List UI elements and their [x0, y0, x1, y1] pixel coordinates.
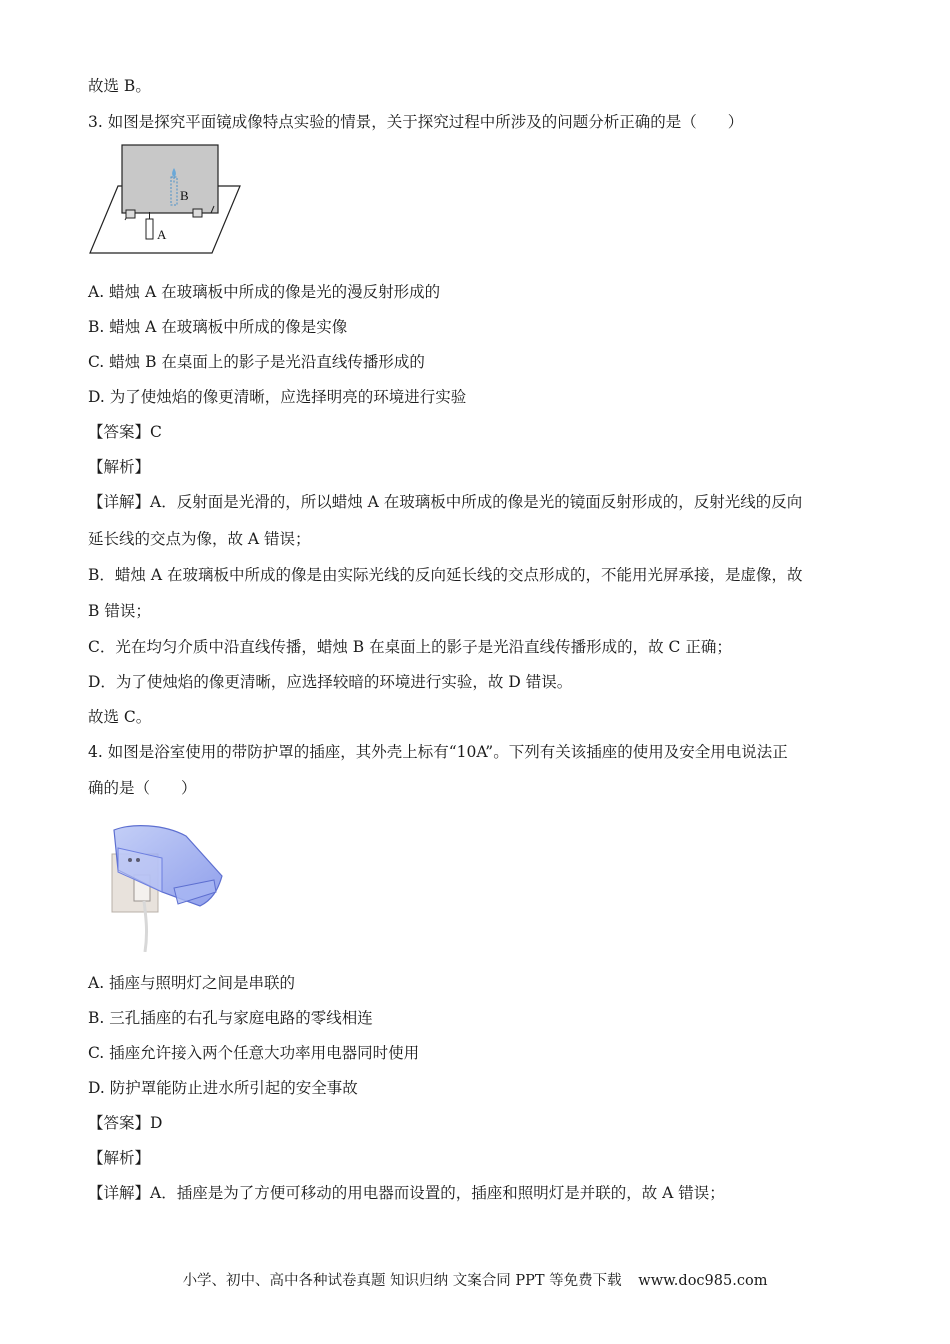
- option-c: C. 插座允许接入两个任意大功率用电器同时使用: [88, 1044, 420, 1062]
- candle-a: [146, 219, 153, 239]
- detail-text: D．为了使烛焰的像更清晰，应选择较暗的环境进行实验，故 D 错误。: [88, 673, 573, 691]
- question-4-stem-cont: 确的是（ ）: [88, 779, 197, 797]
- label-b: B: [180, 188, 189, 203]
- analysis-heading: 【解析】: [88, 1149, 151, 1167]
- option-b: B. 蜡烛 A 在玻璃板中所成的像是实像: [88, 318, 348, 336]
- glass-stand-left: [126, 210, 135, 218]
- glass-plate: [122, 145, 218, 213]
- socket-hole: [136, 858, 140, 862]
- socket-hole: [128, 858, 132, 862]
- detail-text: C．光在均匀介质中沿直线传播，蜡烛 B 在桌面上的影子是光沿直线传播形成的，故 C 正确；: [88, 638, 732, 656]
- option-b: B. 三孔插座的右孔与家庭电路的零线相连: [88, 1009, 373, 1027]
- plane-mirror-figure: [86, 140, 246, 258]
- text-line: 故选 C。: [88, 708, 152, 726]
- detail-text: B．蜡烛 A 在玻璃板中所成的像是由实际光线的反向延长线的交点形成的，不能用光屏承接，是虚像，故: [88, 566, 803, 584]
- glass-stand-right: [193, 209, 202, 217]
- analysis-heading: 【解析】: [88, 458, 151, 476]
- question-3-stem: 3. 如图是探究平面镜成像特点实验的情景，关于探究过程中所涉及的问题分析正确的是（ ）: [88, 113, 744, 131]
- detail-text: 【详解】A．反射面是光滑的，所以蜡烛 A 在玻璃板中所成的像是光的镜面反射形成的，反射光线的反向: [88, 493, 803, 511]
- option-d: D. 防护罩能防止进水所引起的安全事故: [88, 1079, 358, 1097]
- question-4-stem: 4. 如图是浴室使用的带防护罩的插座，其外壳上标有“10A”。下列有关该插座的使用及安全用电说法正: [88, 743, 788, 761]
- option-a: A. 蜡烛 A 在玻璃板中所成的像是光的漫反射形成的: [88, 283, 441, 301]
- label-a: A: [157, 227, 167, 242]
- detail-text: 延长线的交点为像，故 A 错误；: [88, 530, 311, 548]
- text-line: 故选 B。: [88, 77, 151, 95]
- option-d: D. 为了使烛焰的像更清晰，应选择明亮的环境进行实验: [88, 388, 467, 406]
- option-a: A. 插座与照明灯之间是串联的: [88, 974, 296, 992]
- answer: 【答案】D: [88, 1114, 163, 1132]
- option-c: C. 蜡烛 B 在桌面上的影子是光沿直线传播形成的: [88, 353, 425, 371]
- page-footer: [0, 1271, 950, 1291]
- answer: 【答案】C: [88, 423, 162, 441]
- power-cord: [144, 901, 147, 952]
- footer-text: 小学、初中、高中各种试卷真题 知识归纳 文案合同 PPT 等免费下载: [182, 1273, 622, 1289]
- footer-url: www.doc985.com: [638, 1273, 768, 1289]
- detail-text: 【详解】A．插座是为了方便可移动的用电器而设置的，插座和照明灯是并联的，故 A 错误；: [88, 1184, 725, 1202]
- detail-text: B 错误；: [88, 602, 151, 620]
- bathroom-socket-figure: [104, 820, 226, 952]
